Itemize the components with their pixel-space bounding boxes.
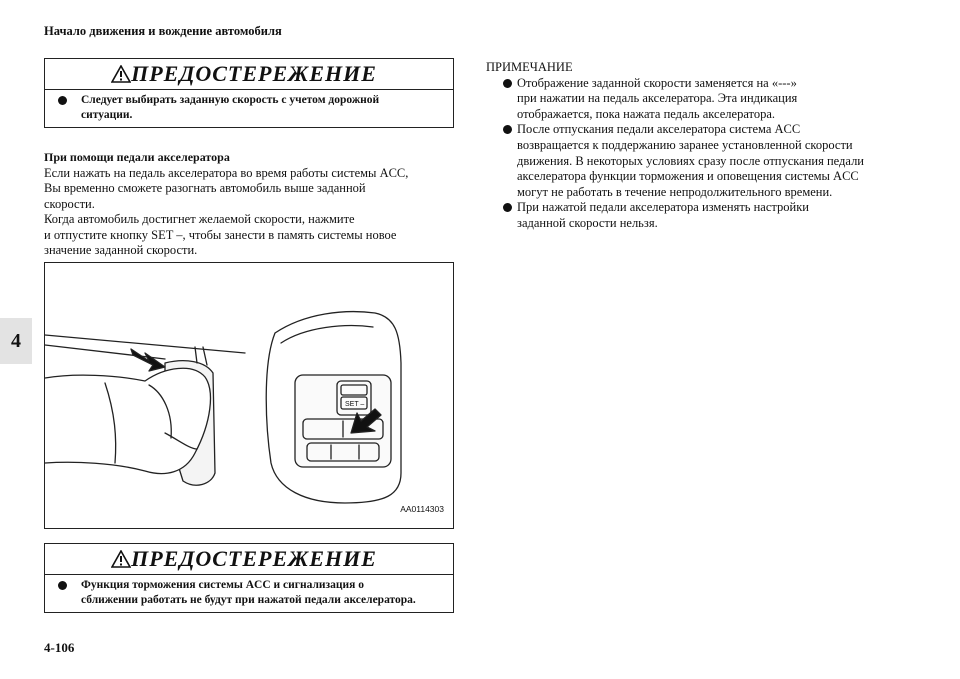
warning-item (45, 90, 453, 127)
note-line: акселератора функции торможения и оповещения системы ACC (517, 169, 859, 184)
note-line: могут не работать в течение непродолжительного времени. (517, 184, 833, 199)
note-heading: ПРИМЕЧАНИЕ (486, 60, 573, 74)
section-line: Когда автомобиль достигнет желаемой скорости, нажмите (44, 212, 355, 226)
warning-line: ситуации. (81, 109, 133, 121)
press-arrow (131, 349, 165, 371)
note-line: движения. В некоторых условиях сразу после отпускания педали (517, 153, 864, 168)
warning-box-top (44, 58, 454, 128)
note-line: отображается, пока нажата педаль акселератора. (517, 106, 776, 121)
bullet-icon (503, 203, 512, 212)
note-line: После отпускания педали акселератора система ACC (517, 122, 801, 137)
section-heading: При помощи педали акселератора (44, 150, 230, 164)
section-line: Вы временно сможете разогнать автомобиль выше заданной (44, 181, 366, 195)
chapter-tab (0, 318, 32, 364)
warning-header (45, 544, 453, 575)
pedal-and-steering-illustration (45, 263, 454, 529)
shoe (45, 368, 210, 473)
note-line: при нажатии на педаль акселератора. Эта индикация (517, 91, 798, 106)
warning-title: ПРЕДОСТЕРЕЖЕНИЕ (131, 61, 377, 86)
warning-title: ПРЕДОСТЕРЕЖЕНИЕ (131, 546, 377, 571)
illustration-figure (44, 262, 454, 529)
warning-line: Следует выбирать заданную скорость с учетом дорожной (81, 94, 380, 106)
section-line: Если нажать на педаль акселератора во время работы системы ACC, (44, 165, 409, 180)
page-number: 4-106 (44, 640, 75, 655)
warning-item (45, 575, 453, 612)
warning-box-bottom (44, 543, 454, 613)
section-line: значение заданной скорости. (44, 243, 198, 257)
running-header: Начало движения и вождение автомобиля (44, 24, 282, 38)
note-item (486, 200, 906, 231)
accelerator-section (44, 150, 454, 259)
warning-triangle-icon (111, 550, 131, 568)
set-button-label: SET – (345, 401, 365, 408)
bullet-icon (503, 79, 512, 88)
warning-triangle-icon (111, 65, 131, 83)
bullet-icon (58, 581, 67, 590)
bullet-icon (503, 125, 512, 134)
bullet-icon (58, 96, 67, 105)
chapter-number: 4 (11, 329, 21, 352)
warning-line: Функция торможения системы ACC и сигнализация о (81, 579, 365, 591)
note-line: возвращается к поддержанию заранее установленной скорости (517, 137, 853, 152)
note-section (486, 60, 906, 232)
warning-header (45, 59, 453, 90)
note-line: заданной скорости нельзя. (517, 215, 658, 230)
note-line: Отображение заданной скорости заменяется на «---» (517, 75, 797, 90)
note-line: При нажатой педали акселератора изменять настройки (517, 200, 809, 215)
figure-code: AA0114303 (400, 504, 444, 514)
dash-line (45, 335, 245, 353)
note-item (486, 76, 906, 123)
note-item (486, 122, 906, 200)
section-line: и отпустите кнопку SET –, чтобы занести в память системы новое (44, 227, 397, 242)
warning-line: сближении работать не будут при нажатой педали акселератора. (81, 594, 416, 606)
section-line: скорости. (44, 196, 95, 211)
